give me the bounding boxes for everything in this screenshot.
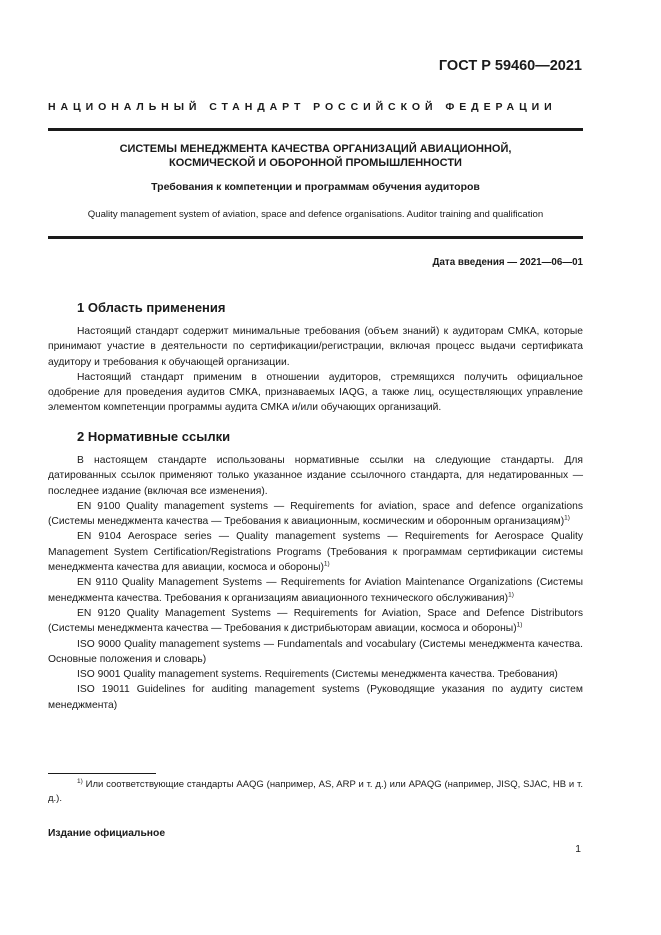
section-1-body — [48, 324, 583, 416]
section-1-paragraph: Настоящий стандарт применим в отношении аудиторов, стремящихся получить официальное одобрение для проведения аудитов СМКА, признаваемых IAQG, а также лиц, осуществляющих управление элементом компетенции программы аудита СМКА и/или обучающих организаций. — [48, 371, 583, 414]
reference-item — [48, 575, 583, 606]
footnote-separator — [48, 773, 156, 774]
title-line-1: СИСТЕМЫ МЕНЕДЖМЕНТА КАЧЕСТВА ОРГАНИЗАЦИЙ АВИАЦИОННОЙ, — [119, 143, 512, 155]
footnote-ref[interactable]: 1) — [516, 621, 523, 629]
reference-item — [48, 637, 583, 668]
bottom-rule — [48, 236, 583, 239]
footnote-ref[interactable]: 1) — [323, 560, 330, 568]
reference-text: EN 9120 Quality Management Systems — Requirements for Aviation, Space and Defence Distributors (Системы менеджмента качества — Требования к дистрибьюторам авиации, космоса и обороны) — [48, 607, 583, 635]
top-rule — [48, 128, 583, 131]
standard-number: ГОСТ Р 59460—2021 — [438, 58, 582, 74]
reference-text: ISO 19011 Guidelines for auditing management systems (Руководящие указания по аудиту систем менеджмента) — [48, 684, 583, 711]
national-standard-banner: НАЦИОНАЛЬНЫЙ СТАНДАРТ РОССИЙСКОЙ ФЕДЕРАЦИИ — [48, 101, 557, 113]
title-line-2: КОСМИЧЕСКОЙ И ОБОРОННОЙ ПРОМЫШЛЕННОСТИ — [169, 156, 462, 169]
reference-item — [48, 667, 583, 682]
page-number: 1 — [575, 844, 581, 855]
section-1-heading: 1 Область применения — [77, 300, 226, 315]
section-2-body — [48, 453, 583, 713]
reference-item — [48, 529, 583, 575]
introduction-date: Дата введения — 2021—06—01 — [432, 257, 583, 268]
footnote — [48, 778, 583, 806]
section-1-paragraph: Настоящий стандарт содержит минимальные требования (объем знаний) к аудиторам СМКА, которые принимают участие в деятельности по сертификации/регистрации, включая процесс выдачи сертификата аудитору и требования к обучающей организации. — [48, 326, 583, 368]
reference-text: ISO 9001 Quality management systems. Requirements (Системы менеджмента качества. Требования) — [77, 669, 558, 681]
document-title — [48, 143, 583, 170]
reference-item — [48, 682, 583, 713]
section-2-heading: 2 Нормативные ссылки — [77, 429, 231, 444]
footnote-mark: 1) — [77, 777, 83, 785]
reference-text: EN 9104 Aerospace series — Quality management systems — Requirements for Aerospace Quality Management System Certification/Registrations Programs (Требования к программам сертификации системы менеджмента качества для авиации, космоса и обороны) — [48, 531, 583, 574]
official-edition-label: Издание официальное — [48, 828, 166, 839]
document-subtitle: Требования к компетенции и программам обучения аудиторов — [151, 181, 480, 193]
reference-item — [48, 606, 583, 637]
footnote-text: Или соответствующие стандарты AAQG (например, AS, ARP и т. д.) или APAQG (например, JISQ, SJAC, HB и т. д.). — [48, 779, 583, 804]
reference-text: EN 9110 Quality Management Systems — Requirements for Aviation Maintenance Organizations (Системы менеджмента качества. Требования к организациям авиационного технического обслуживания) — [48, 577, 583, 604]
section-2-intro: В настоящем стандарте использованы нормативные ссылки на следующие стандарты. Для датированных ссылок применяют только указанное издание ссылочного стандарта, для недатированных — последнее издание (включая все изменения). — [48, 455, 583, 497]
english-title: Quality management system of aviation, space and defence organisations. Auditor training and qualification — [87, 209, 544, 220]
reference-item — [48, 499, 583, 530]
reference-text: ISO 9000 Quality management systems — Fundamentals and vocabulary (Системы менеджмента качества. Основные положения и словарь) — [48, 638, 583, 665]
footnote-ref[interactable]: 1) — [508, 591, 514, 599]
footnote-ref[interactable]: 1) — [564, 514, 570, 522]
reference-text: EN 9100 Quality management systems — Requirements for aviation, space and defence organizations (Системы менеджмента качества — Требования к авиационным, космическим и оборонным организациям) — [48, 500, 583, 528]
